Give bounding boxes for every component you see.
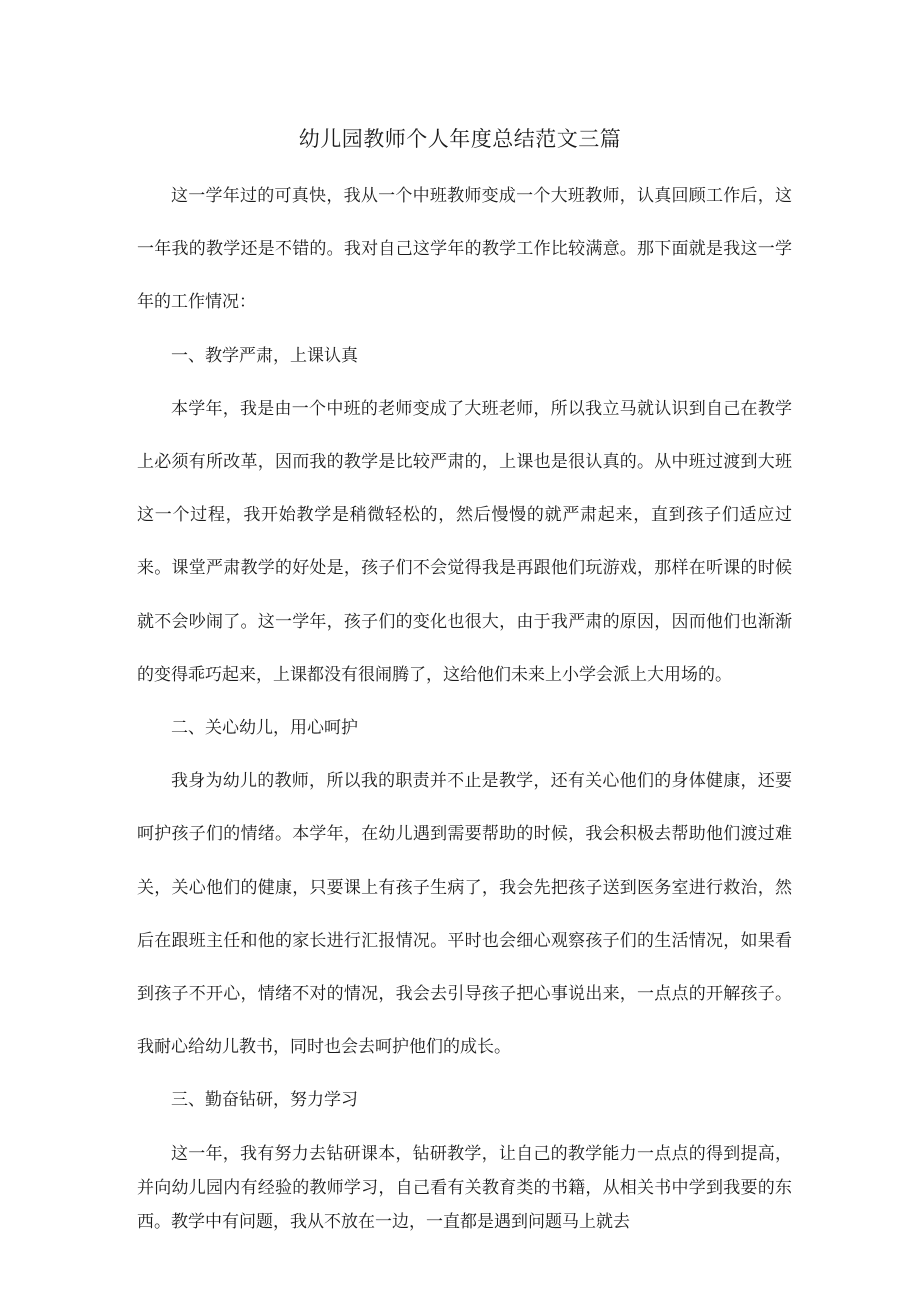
section-heading-2: 二、关心幼儿，用心呵护: [171, 718, 358, 739]
section-heading-3: 三、勤奋钻研，努力学习: [171, 1090, 358, 1111]
intro-paragraph: 这一学年过的可真快，我从一个中班教师变成一个大班教师，认真回顾工作后，这一年我的教学还是不错的。我对自己这学年的教学工作比较满意。那下面就是我这一学年的工作情况：: [137, 186, 792, 313]
section-heading-1: 一、教学严肃，上课认真: [171, 345, 358, 366]
document-body: [137, 170, 792, 1239]
section-paragraph-3: 这一年，我有努力去钻研课本，钻研教学，让自己的教学能力一点点的得到提高，并向幼儿园内有经验的教师学习，自己看有关教育类的书籍，从相关书中学到我要的东西。教学中有问题，我从不放在一边，一直都是遇到问题马上就去: [137, 1143, 792, 1232]
section-paragraph-1: 本学年，我是由一个中班的老师变成了大班老师，所以我立马就认识到自己在教学上必须有所改革，因而我的教学是比较严肃的，上课也是很认真的。从中班过渡到大班这一个过程，我开始教学是稍微轻松的，然后慢慢的就严肃起来，直到孩子们适应过来。课堂严肃教学的好处是，孩子们不会觉得我是再跟他们玩游戏，那样在听课的时候就不会吵闹了。这一学年，孩子们的变化也很大，由于我严肃的原因，因而他们也渐渐的变得乖巧起来，上课都没有很闹腾了，这给他们未来上小学会派上大用场的。: [137, 398, 792, 685]
document-title: 幼儿园教师个人年度总结范文三篇: [298, 127, 622, 151]
section-paragraph-2: 我身为幼儿的教师，所以我的职责并不止是教学，还有关心他们的身体健康，还要呵护孩子们的情绪。本学年，在幼儿遇到需要帮助的时候，我会积极去帮助他们渡过难关，关心他们的健康，只要课上有孩子生病了，我会先把孩子送到医务室进行救治，然后在跟班主任和他的家长进行汇报情况。平时也会细心观察孩子们的生活情况，如果看到孩子不开心，情绪不对的情况，我会去引导孩子把心事说出来，一点点的开解孩子。我耐心给幼儿教书，同时也会去呵护他们的成长。: [137, 771, 792, 1058]
